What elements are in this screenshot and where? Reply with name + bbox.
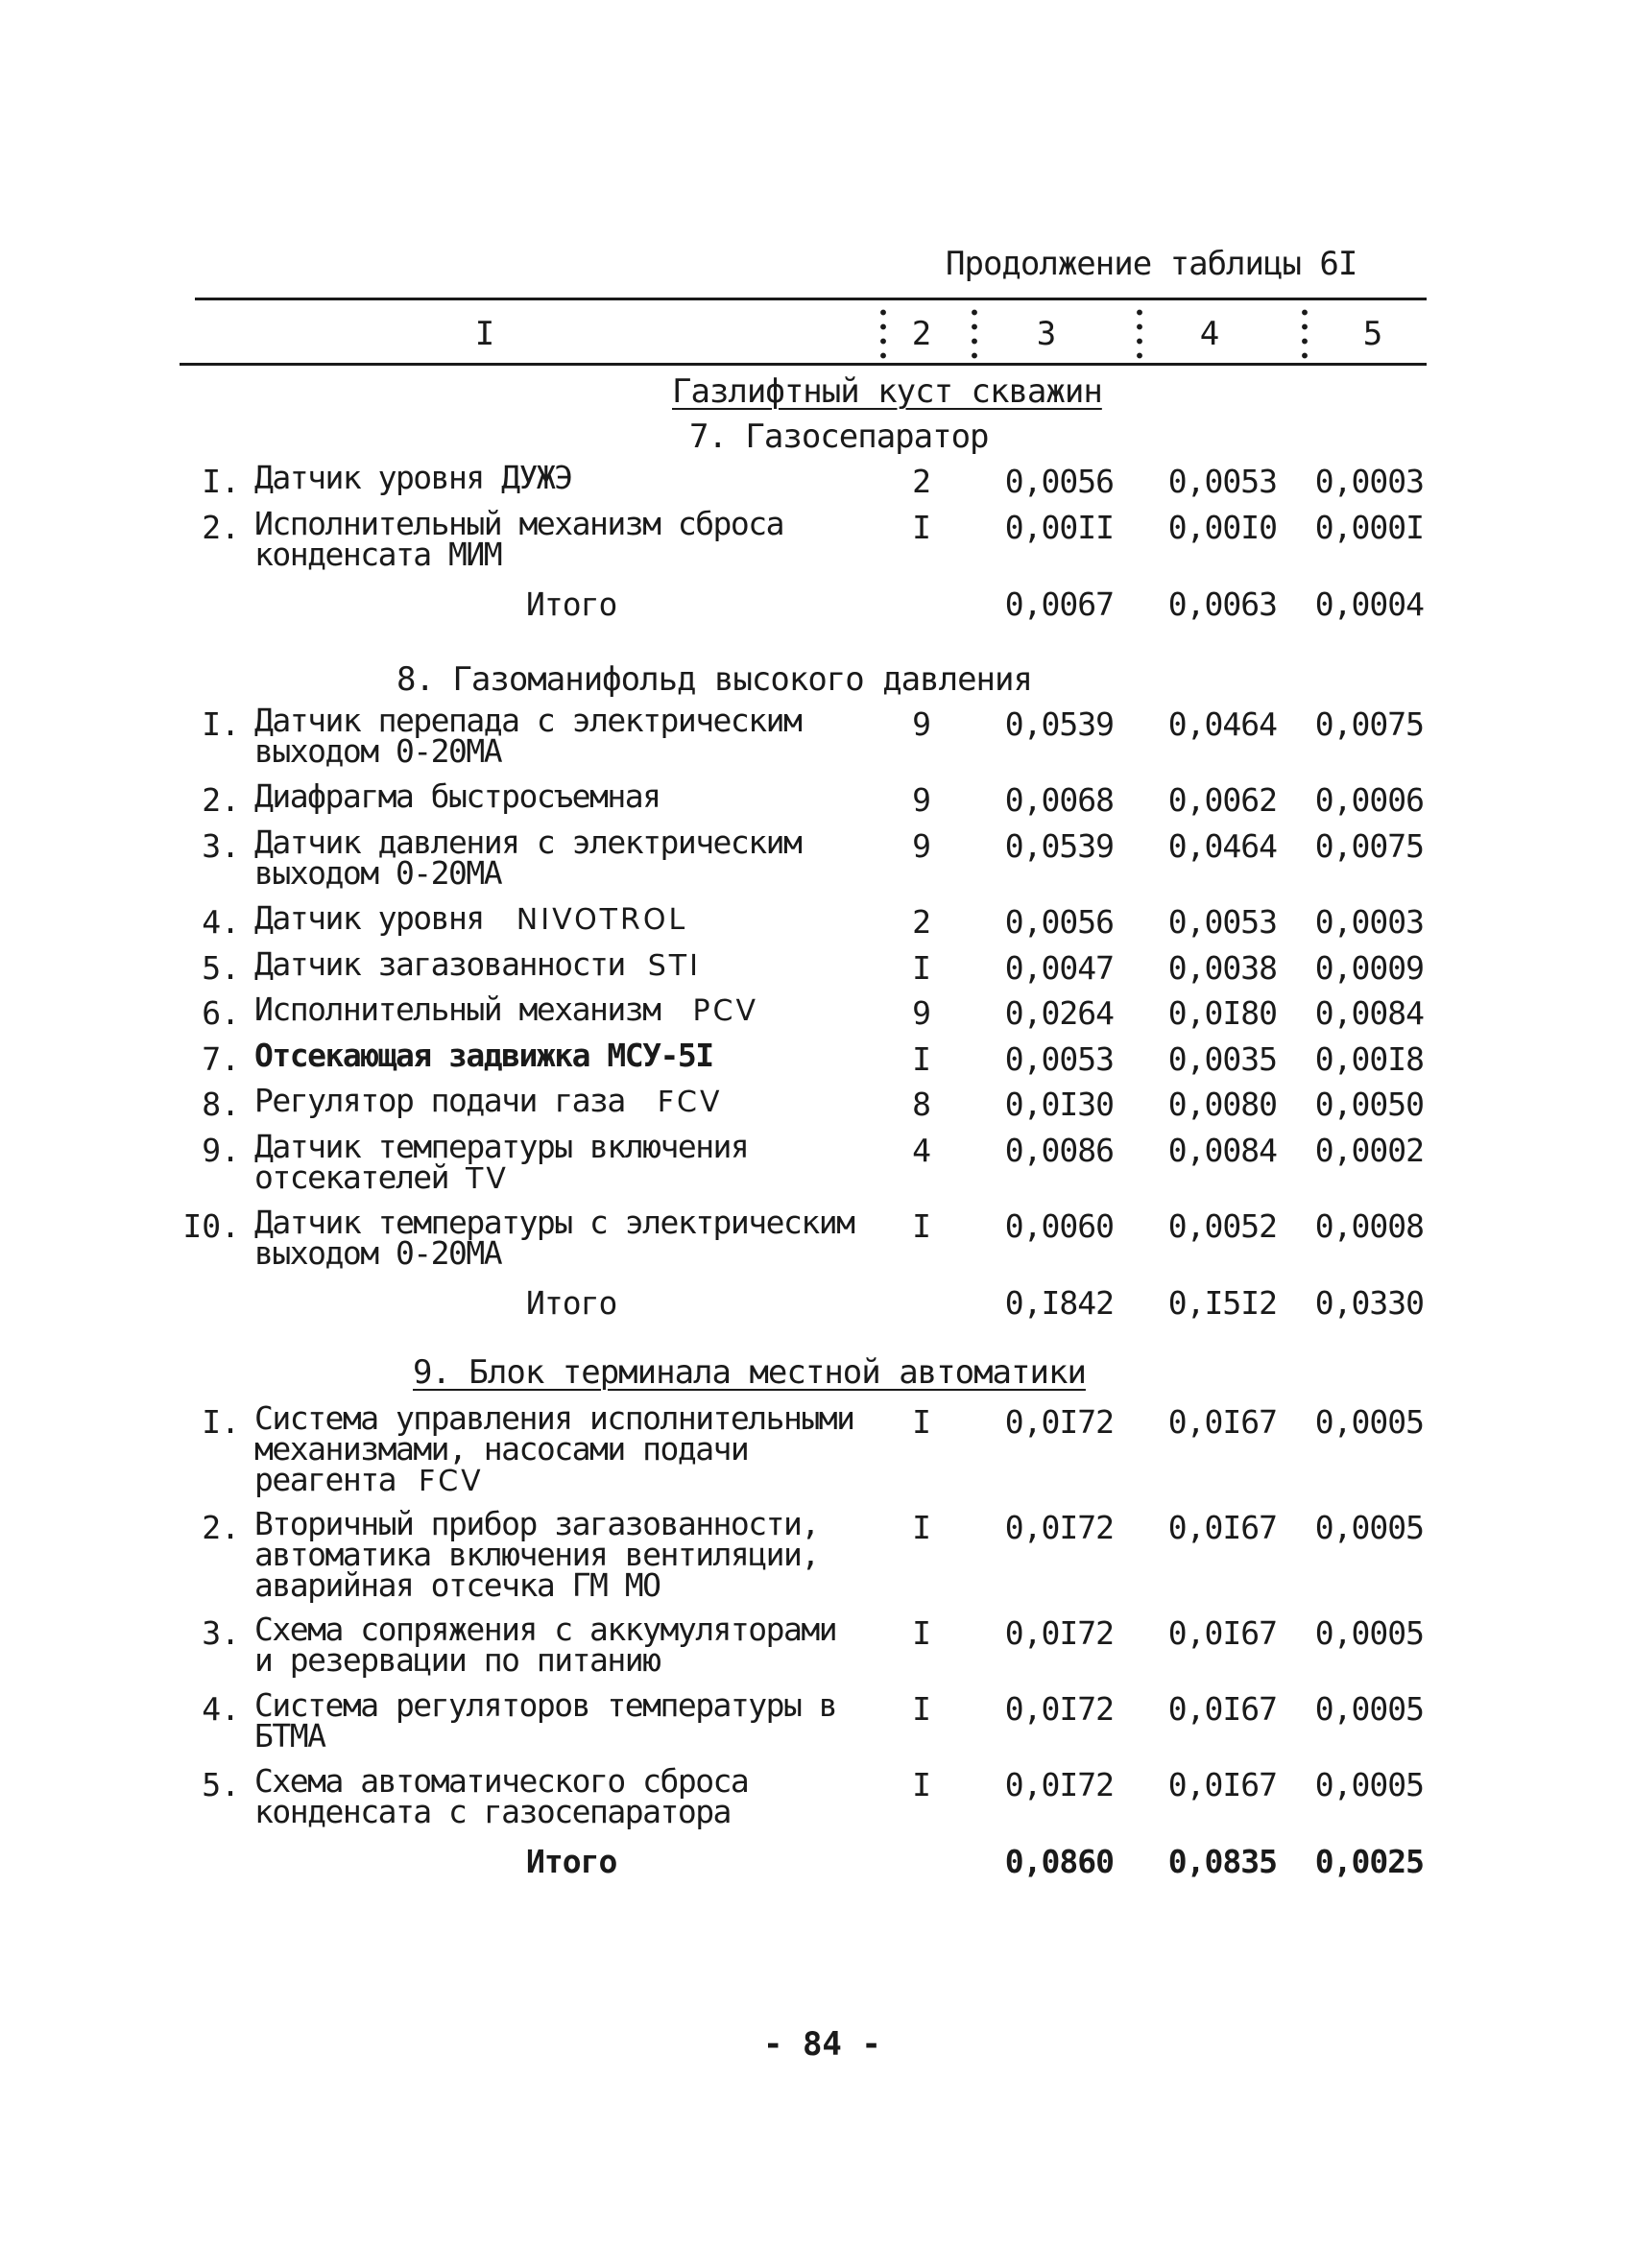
row-qty: I <box>912 1207 931 1245</box>
row-col5: 0,0003 <box>1314 463 1424 500</box>
row-name-text: Датчик уровня ДУЖЭ <box>254 459 572 496</box>
row-col3: 0,0I72 <box>1004 1766 1114 1803</box>
row-col4: 0,0I67 <box>1167 1690 1277 1728</box>
total-col5: 0,0025 <box>1314 1843 1424 1880</box>
total-col4: 0,I5I2 <box>1167 1284 1277 1322</box>
row-col3: 0,0I72 <box>1004 1614 1114 1652</box>
total-col5: 0,0330 <box>1314 1284 1424 1322</box>
row-number: 3. <box>202 1614 240 1652</box>
row-col4: 0,0I67 <box>1167 1614 1277 1652</box>
row-name-text: Вторичный прибор загазованности, автоматика включения вентиляции, аварийная отсечка ГМ МО <box>254 1505 819 1604</box>
row-name-text: Датчик температуры включения отсекателей <box>254 1128 749 1196</box>
row-number: 4. <box>202 1690 240 1728</box>
row-col4: 0,0062 <box>1167 781 1277 819</box>
row-qty: I <box>912 1509 931 1546</box>
total-col4: 0,0835 <box>1167 1843 1277 1880</box>
row-name-text: Датчик уровня <box>254 899 484 937</box>
row-name <box>254 1505 869 1604</box>
row-number: 8. <box>202 1086 240 1123</box>
row-qty: 8 <box>912 1086 931 1123</box>
row-name <box>254 505 869 573</box>
row-col5: 0,0005 <box>1314 1614 1424 1652</box>
row-qty: 9 <box>912 994 931 1032</box>
row-qty: I <box>912 509 931 546</box>
total-col3: 0,I842 <box>1004 1284 1114 1322</box>
handwritten-annotation: FCV <box>418 1465 484 1498</box>
row-col4: 0,0038 <box>1167 949 1277 987</box>
row-name-text: Исполнительный механизм <box>254 991 660 1028</box>
table-title: Газлифтный куст скважин <box>672 372 1102 411</box>
row-col3: 0,0060 <box>1004 1207 1114 1245</box>
row-qty: I <box>912 1690 931 1728</box>
row-col3: 0,0539 <box>1004 705 1114 743</box>
row-col4: 0,0053 <box>1167 463 1277 500</box>
row-col3: 0,0086 <box>1004 1132 1114 1169</box>
handwritten-annotation: STI <box>647 949 701 983</box>
row-col3: 0,0068 <box>1004 781 1114 819</box>
column-header-3: 3 <box>1036 315 1057 353</box>
row-name-text: Схема автоматического сброса конденсата с газосепаратора <box>254 1762 749 1830</box>
row-name-text: Датчик загазованности <box>254 945 625 983</box>
column-header-5: 5 <box>1362 315 1383 353</box>
row-col4: 0,0464 <box>1167 705 1277 743</box>
handwritten-annotation: PCV <box>692 994 759 1028</box>
row-number: 4. <box>202 903 240 941</box>
section-heading: 7. Газосепаратор <box>689 418 989 456</box>
column-header-4: 4 <box>1199 315 1220 353</box>
row-col4: 0,0I67 <box>1167 1766 1277 1803</box>
row-number: 2. <box>202 1509 240 1546</box>
row-col4: 0,0I67 <box>1167 1403 1277 1441</box>
row-col5: 0,0002 <box>1314 1132 1424 1169</box>
row-number: 2. <box>202 509 240 546</box>
row-col5: 0,0050 <box>1314 1086 1424 1123</box>
table-header-rule <box>180 363 1427 366</box>
row-name-text: Регулятор подачи газа <box>254 1082 625 1119</box>
row-col4: 0,0I67 <box>1167 1509 1277 1546</box>
row-col5: 0,0084 <box>1314 994 1424 1032</box>
row-col4: 0,0052 <box>1167 1207 1277 1245</box>
row-name-text: Датчик давления с электрическим выходом 0-20МА <box>254 824 802 892</box>
row-name <box>254 1204 869 1272</box>
row-col3: 0,0047 <box>1004 949 1114 987</box>
section-heading: 9. Блок терминала местной автоматики <box>413 1353 1086 1392</box>
row-col5: 0,0005 <box>1314 1403 1424 1441</box>
row-name <box>254 1762 869 1830</box>
row-col4: 0,0035 <box>1167 1040 1277 1078</box>
row-col4: 0,00I0 <box>1167 509 1277 546</box>
total-col5: 0,0004 <box>1314 585 1424 623</box>
row-name-text: Диафрагма быстросъемная <box>254 777 660 815</box>
column-header-1: I <box>474 315 495 353</box>
row-col5: 0,0075 <box>1314 705 1424 743</box>
row-col5: 0,000I <box>1314 509 1424 546</box>
row-name-text: Система управления исполнительными механизмами, насосами подачи реагента <box>254 1399 854 1498</box>
row-name <box>254 1082 869 1119</box>
row-name-text: Схема сопряжения с аккумуляторами и резервации по питанию <box>254 1611 837 1679</box>
table-top-rule <box>195 298 1427 300</box>
row-col4: 0,0I80 <box>1167 994 1277 1032</box>
row-name-text: Исполнительный механизм сброса конденсата МИМ <box>254 505 784 573</box>
row-number: 2. <box>202 781 240 819</box>
row-col5: 0,00I8 <box>1314 1040 1424 1078</box>
row-number: 7. <box>202 1040 240 1078</box>
row-name <box>254 991 869 1028</box>
row-qty: 9 <box>912 705 931 743</box>
row-name <box>254 1399 869 1498</box>
row-col3: 0,0539 <box>1004 827 1114 865</box>
row-col5: 0,0005 <box>1314 1690 1424 1728</box>
row-number: 6. <box>202 994 240 1032</box>
row-number: I. <box>202 1403 240 1441</box>
table-continuation-caption: Продолжение таблицы 6I <box>946 245 1357 283</box>
row-name <box>254 459 869 496</box>
row-qty: 4 <box>912 1132 931 1169</box>
row-col5: 0,0003 <box>1314 903 1424 941</box>
total-label: Итого <box>526 1843 617 1880</box>
row-col3: 0,0I30 <box>1004 1086 1114 1123</box>
column-header-2: 2 <box>911 315 932 353</box>
row-name <box>254 1037 869 1074</box>
handwritten-annotation: TV <box>466 1162 509 1196</box>
row-qty: I <box>912 1040 931 1078</box>
row-col3: 0,00II <box>1004 509 1114 546</box>
row-col5: 0,0006 <box>1314 781 1424 819</box>
row-qty: 9 <box>912 827 931 865</box>
row-col3: 0,0056 <box>1004 903 1114 941</box>
row-col5: 0,0075 <box>1314 827 1424 865</box>
column-divider <box>879 305 887 361</box>
row-name-text: Датчик температуры с электрическим выходом 0-20МА <box>254 1204 854 1272</box>
section-heading: 8. Газоманифольд высокого давления <box>396 660 1032 699</box>
row-col3: 0,0264 <box>1004 994 1114 1032</box>
row-col4: 0,0084 <box>1167 1132 1277 1169</box>
row-name <box>254 945 869 983</box>
row-col5: 0,0005 <box>1314 1509 1424 1546</box>
column-divider <box>971 305 978 361</box>
row-number: I0. <box>182 1207 240 1245</box>
row-name-text: Система регуляторов температуры в БТМА <box>254 1686 837 1755</box>
row-name-text: Отсекающая задвижка МСУ-5I <box>254 1037 713 1074</box>
handwritten-annotation: NIVOTROL <box>516 903 688 937</box>
row-qty: I <box>912 1403 931 1441</box>
row-col4: 0,0464 <box>1167 827 1277 865</box>
total-col3: 0,0860 <box>1004 1843 1114 1880</box>
row-number: 3. <box>202 827 240 865</box>
total-col3: 0,0067 <box>1004 585 1114 623</box>
row-col4: 0,0080 <box>1167 1086 1277 1123</box>
column-divider <box>1301 305 1309 361</box>
row-name <box>254 1128 869 1196</box>
row-col5: 0,0009 <box>1314 949 1424 987</box>
row-col3: 0,0I72 <box>1004 1509 1114 1546</box>
column-divider <box>1136 305 1143 361</box>
row-name-text: Датчик перепада с электрическим выходом 0-20МА <box>254 702 802 770</box>
row-qty: I <box>912 949 931 987</box>
total-label: Итого <box>526 1284 617 1322</box>
row-name <box>254 1611 869 1679</box>
row-col3: 0,0053 <box>1004 1040 1114 1078</box>
row-col3: 0,0I72 <box>1004 1690 1114 1728</box>
row-col5: 0,0005 <box>1314 1766 1424 1803</box>
row-number: 5. <box>202 1766 240 1803</box>
row-name <box>254 702 869 770</box>
page-number: - 84 - <box>763 2025 881 2064</box>
row-col5: 0,0008 <box>1314 1207 1424 1245</box>
row-qty: I <box>912 1614 931 1652</box>
row-col3: 0,0056 <box>1004 463 1114 500</box>
row-name <box>254 777 869 815</box>
row-qty: I <box>912 1766 931 1803</box>
row-number: I. <box>202 463 240 500</box>
total-col4: 0,0063 <box>1167 585 1277 623</box>
row-col4: 0,0053 <box>1167 903 1277 941</box>
row-qty: 2 <box>912 463 931 500</box>
row-name <box>254 824 869 892</box>
row-number: 9. <box>202 1132 240 1169</box>
row-qty: 2 <box>912 903 931 941</box>
row-name <box>254 1686 869 1755</box>
row-name <box>254 899 869 937</box>
row-qty: 9 <box>912 781 931 819</box>
row-number: I. <box>202 705 240 743</box>
total-label: Итого <box>526 585 617 623</box>
handwritten-annotation: FCV <box>657 1086 723 1119</box>
row-col3: 0,0I72 <box>1004 1403 1114 1441</box>
row-number: 5. <box>202 949 240 987</box>
